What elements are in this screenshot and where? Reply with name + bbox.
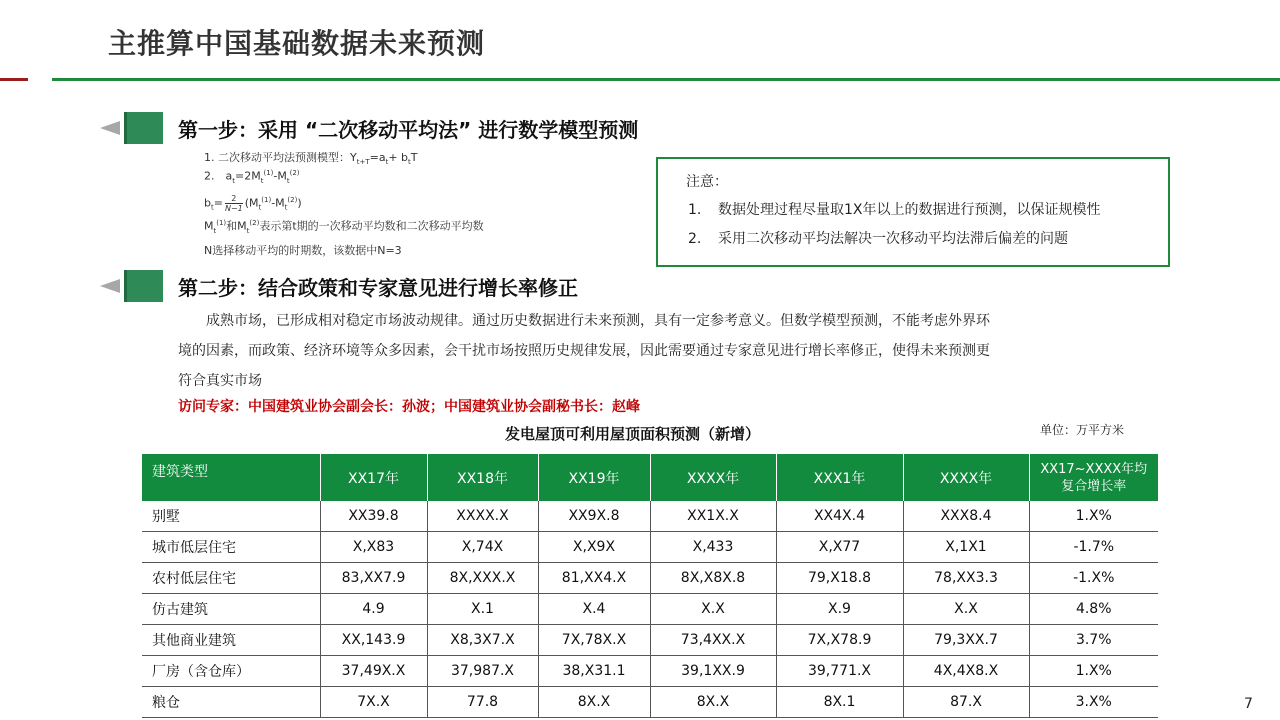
table-cell: 1.X%: [1029, 656, 1158, 687]
row-label: 厂房（含仓库）: [142, 656, 320, 687]
formula-line-4: $M_t^{(1)}$和$M_t^{(2)}$表示第t期的一次移动平均数和二次移动平均数: [204, 219, 484, 235]
step-marker-icon: [124, 270, 163, 302]
table-row: [142, 594, 1158, 625]
table-cell: XX4X.4: [776, 501, 903, 532]
table-row: [142, 563, 1158, 594]
table-row: [142, 532, 1158, 563]
page-title: 主推算中国基础数据未来预测: [108, 27, 486, 60]
note-box: [656, 157, 1170, 267]
step-one-title: 第一步：采用 “二次移动平均法” 进行数学模型预测: [178, 118, 639, 142]
table-cell: 79,3XX.7: [903, 625, 1029, 656]
row-label: 其他商业建筑: [142, 625, 320, 656]
column-header-growth: XX17~XXXX年均 复合增长率: [1029, 454, 1158, 501]
row-label: 别墅: [142, 501, 320, 532]
fraction: $\frac{2}{N-1}$: [224, 194, 243, 213]
step-two-title: 第二步：结合政策和专家意见进行增长率修正: [178, 276, 578, 300]
table-cell: XXX8.4: [903, 501, 1029, 532]
column-header: XX18年: [427, 454, 538, 501]
formula-line-5: N选择移动平均的时期数，该数据中N=3: [204, 244, 402, 257]
note-item: 2. 采用二次移动平均法解决一次移动平均法滞后偏差的问题: [688, 231, 1068, 247]
title-divider: [52, 78, 1280, 81]
table-row: [142, 501, 1158, 532]
table-cell: X,433: [650, 532, 776, 563]
note-item: 1. 数据处理过程尽量取1X年以上的数据进行预测，以保证规模性: [688, 202, 1101, 218]
column-header: XXXX年: [903, 454, 1029, 501]
table-cell: 39,1XX.9: [650, 656, 776, 687]
table-cell: X.X: [903, 594, 1029, 625]
table-cell: XX39.8: [320, 501, 427, 532]
table-cell: 8X.X: [538, 687, 650, 718]
table-cell: 81,XX4.X: [538, 563, 650, 594]
table-cell: 79,X18.8: [776, 563, 903, 594]
table-row: [142, 687, 1158, 718]
table-cell: -1.7%: [1029, 532, 1158, 563]
step-marker-icon: [124, 112, 163, 144]
step-two-paragraph: [178, 306, 1118, 396]
table-cell: 77.8: [427, 687, 538, 718]
table-row: [142, 656, 1158, 687]
table-cell: XX1X.X: [650, 501, 776, 532]
table-cell: X.4: [538, 594, 650, 625]
formula-line-2: 2. $a_t=2M_t^{(1)}-M_t^{(2)}$: [204, 169, 300, 185]
table-cell: 37,49X.X: [320, 656, 427, 687]
table-cell: 4.9: [320, 594, 427, 625]
column-header: 建筑类型: [142, 454, 320, 501]
row-label: 粮仓: [142, 687, 320, 718]
row-label: 仿古建筑: [142, 594, 320, 625]
table-cell: 4.8%: [1029, 594, 1158, 625]
paragraph-line: 成熟市场，已形成相对稳定市场波动规律。通过历史数据进行未来预测，具有一定参考意义。但数学模型预测，不能考虑外界环: [178, 313, 990, 329]
table-cell: XX,143.9: [320, 625, 427, 656]
paragraph-line: 境的因素，而政策、经济环境等众多因素，会干扰市场按照历史规律发展，因此需要通过专家意见进行增长率修正，使得未来预测更: [178, 343, 990, 359]
table-cell: 7X,X78.9: [776, 625, 903, 656]
table-cell: 3.X%: [1029, 687, 1158, 718]
formula-line-1: 1. 二次移动平均法预测模型：$Y_{t+T}=a_t+ b_tT$: [204, 151, 418, 167]
table-row: [142, 625, 1158, 656]
note-title: 注意：: [686, 174, 728, 190]
table-cell: XX9X.8: [538, 501, 650, 532]
page-number: 7: [1244, 696, 1253, 712]
title-accent-bar: [0, 78, 28, 81]
table-cell: 8X.1: [776, 687, 903, 718]
table-cell: XXXX.X: [427, 501, 538, 532]
column-header: XXX1年: [776, 454, 903, 501]
row-label: 城市低层住宅: [142, 532, 320, 563]
table-header-row: [142, 454, 1158, 501]
table-cell: X,X77: [776, 532, 903, 563]
expert-list: 访问专家：中国建筑业协会副会长：孙波；中国建筑业协会副秘书长：赵峰: [178, 399, 640, 415]
table-unit: 单位：万平方米: [1040, 423, 1125, 437]
table-cell: 78,XX3.3: [903, 563, 1029, 594]
table-cell: -1.X%: [1029, 563, 1158, 594]
triangle-left-icon: [100, 279, 120, 293]
table-cell: 4X,4X8.X: [903, 656, 1029, 687]
table-cell: X,1X1: [903, 532, 1029, 563]
table-cell: 39,771.X: [776, 656, 903, 687]
table-cell: 87.X: [903, 687, 1029, 718]
table-cell: 7X,78X.X: [538, 625, 650, 656]
table-cell: X.1: [427, 594, 538, 625]
table-cell: 83,XX7.9: [320, 563, 427, 594]
column-header: XXXX年: [650, 454, 776, 501]
paragraph-line: 符合真实市场: [178, 373, 262, 389]
row-label: 农村低层住宅: [142, 563, 320, 594]
table-cell: 37,987.X: [427, 656, 538, 687]
table-cell: X.9: [776, 594, 903, 625]
forecast-table: [142, 454, 1158, 718]
table-cell: X,X83: [320, 532, 427, 563]
table-caption: 发电屋顶可利用屋顶面积预测（新增）: [505, 425, 761, 443]
triangle-left-icon: [100, 121, 120, 135]
table-cell: X.X: [650, 594, 776, 625]
table-cell: X8,3X7.X: [427, 625, 538, 656]
column-header: XX17年: [320, 454, 427, 501]
table-cell: 7X.X: [320, 687, 427, 718]
column-header: XX19年: [538, 454, 650, 501]
table-cell: 3.7%: [1029, 625, 1158, 656]
table-cell: X,74X: [427, 532, 538, 563]
table-cell: 8X,X8X.8: [650, 563, 776, 594]
table-cell: 1.X%: [1029, 501, 1158, 532]
formula-line-3: $b_t=$ $\frac{2}{N-1}$ $(M_t^{(1)}-M_t^{(2)})$: [204, 194, 302, 213]
table-cell: 8X.X: [650, 687, 776, 718]
table-cell: 8X,XXX.X: [427, 563, 538, 594]
table-cell: X,X9X: [538, 532, 650, 563]
table-cell: 38,X31.1: [538, 656, 650, 687]
table-cell: 73,4XX.X: [650, 625, 776, 656]
